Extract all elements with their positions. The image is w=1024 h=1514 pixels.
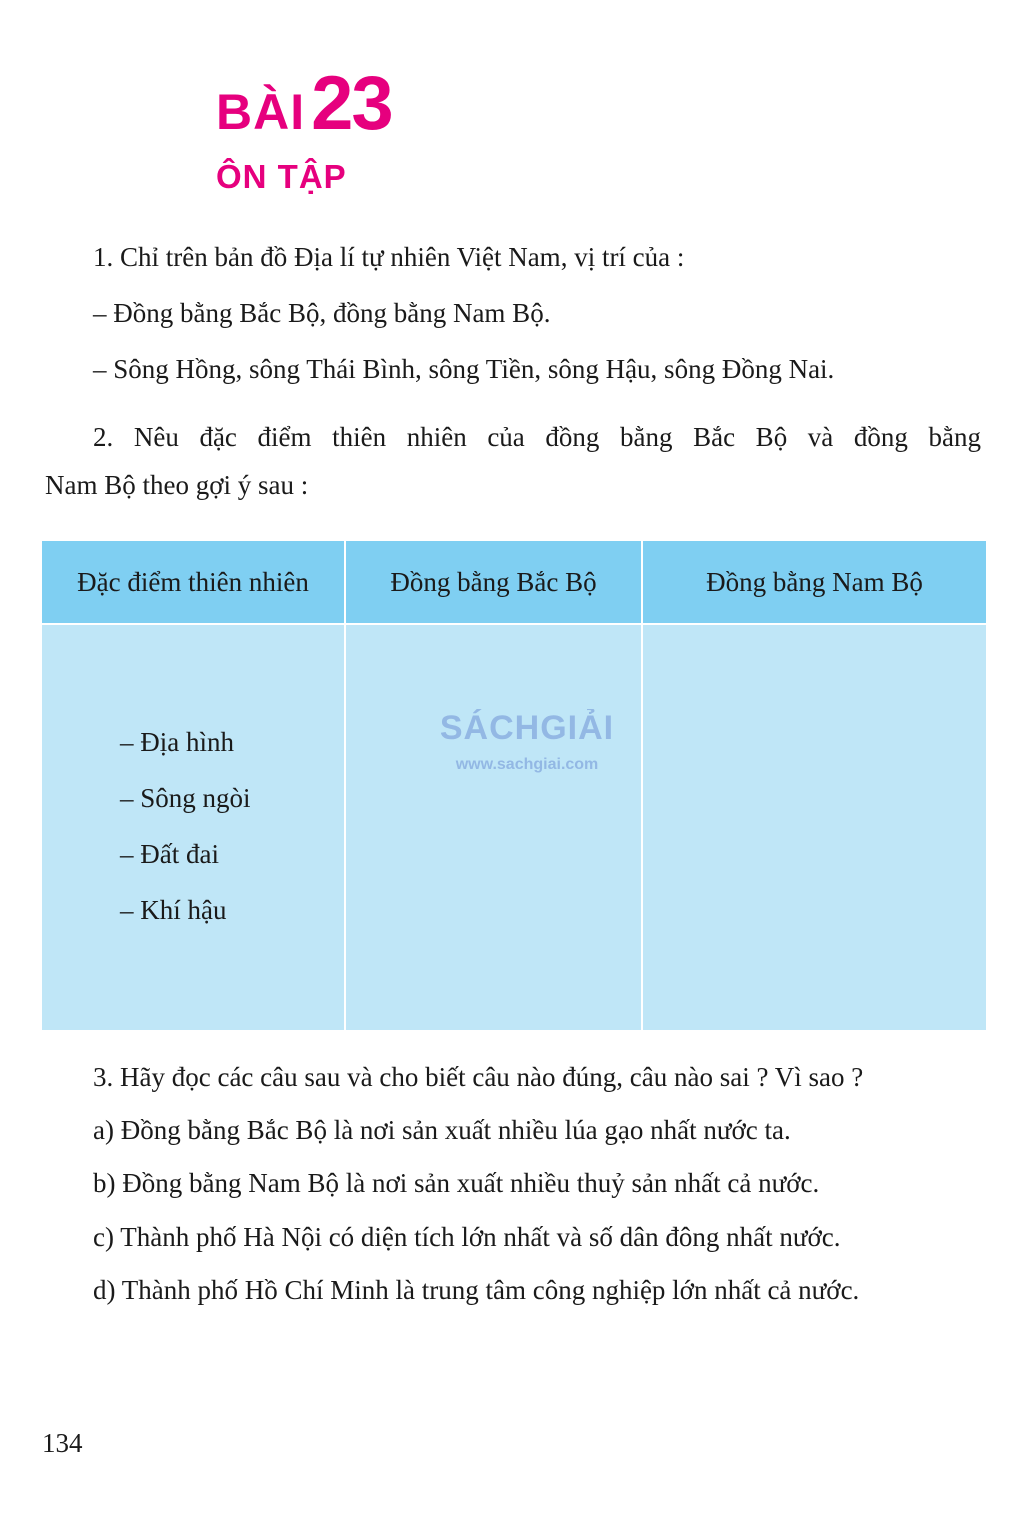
- lesson-heading: [216, 60, 392, 147]
- question-2-prompt-line-2: Nam Bộ theo gợi ý sau :: [45, 470, 309, 500]
- question-1-item: – Đồng bằng Bắc Bộ, đồng bằng Nam Bộ.: [93, 298, 551, 328]
- question-1-prompt: 1. Chỉ trên bản đồ Địa lí tự nhiên Việt Nam, vị trí của :: [93, 242, 685, 272]
- question-3-item: c) Thành phố Hà Nội có diện tích lớn nhất và số dân đông nhất nước.: [93, 1222, 841, 1252]
- table-header-north-delta: Đồng bằng Bắc Bộ: [346, 541, 641, 623]
- question-1-item: – Sông Hồng, sông Thái Bình, sông Tiền, sông Hậu, sông Đồng Nai.: [93, 354, 835, 384]
- table-header-features: Đặc điểm thiên nhiên: [42, 541, 344, 623]
- table-cell-south-delta: [643, 625, 986, 1030]
- feature-terrain: – Địa hình: [120, 727, 234, 757]
- feature-rivers: – Sông ngòi: [120, 783, 251, 813]
- page-number: 134: [42, 1428, 83, 1458]
- features-table: [42, 541, 986, 1030]
- table-cell-features: [42, 625, 344, 1030]
- lesson-word: BÀI: [216, 84, 306, 140]
- feature-climate: – Khí hậu: [120, 895, 227, 925]
- table-header-south-delta: Đồng bằng Nam Bộ: [643, 541, 986, 623]
- question-3-item: a) Đồng bằng Bắc Bộ là nơi sản xuất nhiều lúa gạo nhất nước ta.: [93, 1115, 791, 1145]
- table-cell-north-delta: [346, 625, 641, 1030]
- question-3-prompt: 3. Hãy đọc các câu sau và cho biết câu nào đúng, câu nào sai ? Vì sao ?: [93, 1062, 864, 1092]
- lesson-title: ÔN TẬP: [216, 158, 347, 195]
- question-3-item: b) Đồng bằng Nam Bộ là nơi sản xuất nhiều thuỷ sản nhất cả nước.: [93, 1168, 820, 1198]
- question-3-item: d) Thành phố Hồ Chí Minh là trung tâm công nghiệp lớn nhất cả nước.: [93, 1275, 860, 1305]
- watermark-logo: SÁCHGIẢI: [439, 709, 615, 747]
- watermark-url: www.sachgiai.com: [455, 756, 599, 773]
- lesson-number: 23: [311, 61, 392, 146]
- feature-soil: – Đất đai: [120, 839, 219, 869]
- question-2-prompt-line-1: 2. Nêu đặc điểm thiên nhiên của đồng bằng Bắc Bộ và đồng bằng: [93, 422, 981, 452]
- watermark: [412, 709, 642, 774]
